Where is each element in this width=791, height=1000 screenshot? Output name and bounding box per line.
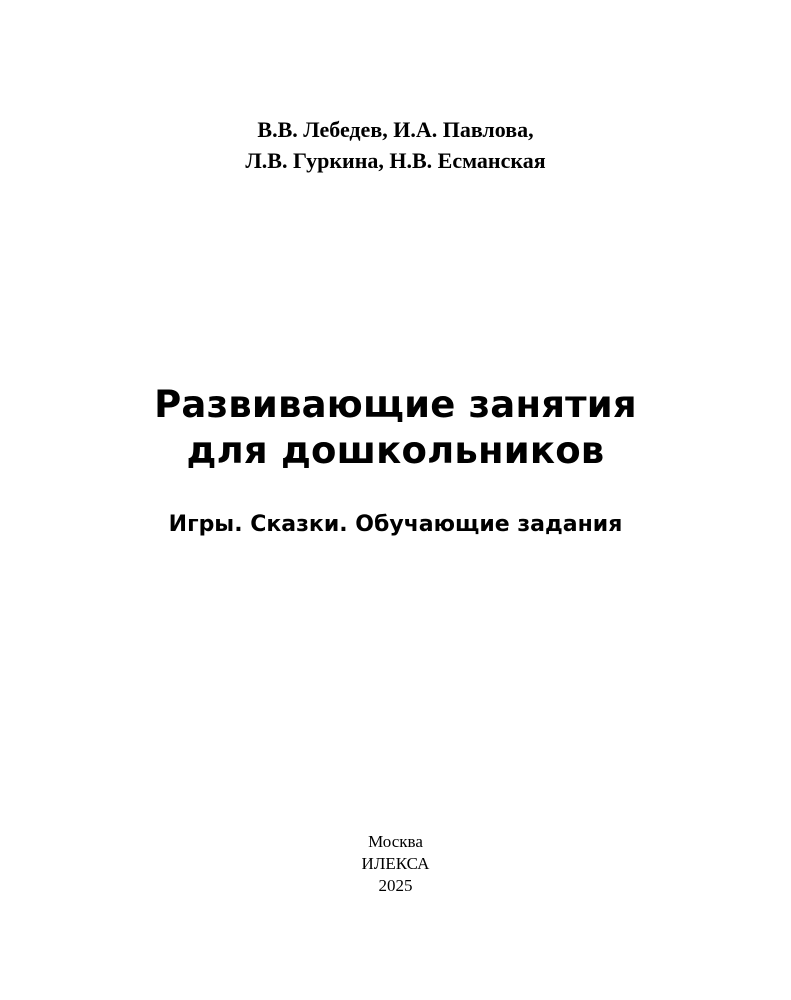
- book-subtitle: Игры. Сказки. Обучающие задания: [168, 512, 623, 537]
- book-title-line-1: Развивающие занятия: [154, 383, 637, 426]
- book-title: [0, 382, 791, 474]
- imprint-city: Москва: [368, 832, 423, 851]
- book-title-line-2: для дошкольников: [186, 429, 605, 472]
- imprint-publisher: ИЛЕКСА: [361, 854, 430, 873]
- authors-line-2: Л.В. Гуркина, Н.В. Есманская: [245, 148, 546, 173]
- imprint-year: 2025: [378, 876, 413, 895]
- authors-line-1: В.В. Лебедев, И.А. Павлова,: [257, 117, 534, 142]
- imprint-block: [0, 831, 791, 897]
- authors-block: [0, 114, 791, 176]
